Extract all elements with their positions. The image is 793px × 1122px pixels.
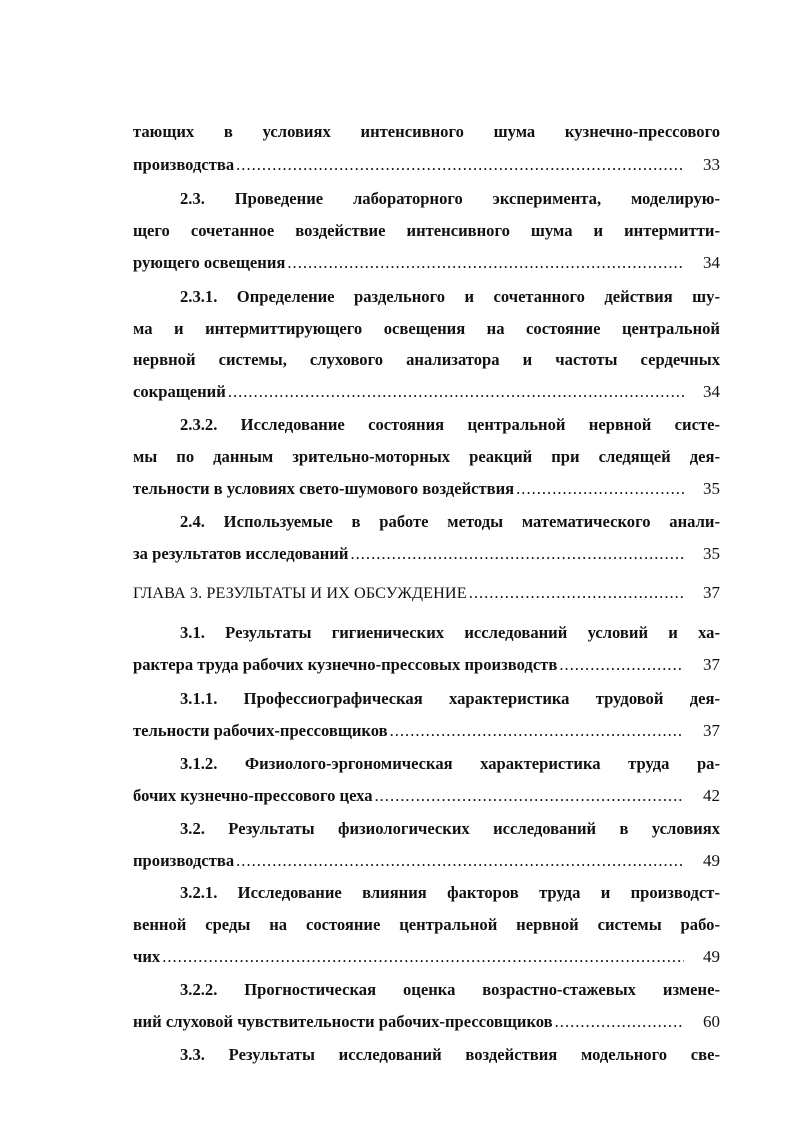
toc-entry-text: бочих кузнечно-прессового цеха [133, 786, 373, 805]
toc-entry-text: за результатов исследований [133, 544, 349, 563]
toc-entry-text: чих [133, 947, 161, 966]
dot-leader [555, 1007, 684, 1037]
toc-page-number: 37 [703, 583, 720, 602]
toc-line-text: 2.4. Используемые в работе методы математического анали- [180, 512, 720, 531]
toc-line [180, 878, 720, 908]
toc-line [180, 814, 720, 844]
toc-line [180, 410, 720, 440]
toc-page-number: 42 [703, 786, 720, 805]
toc-page-number: 49 [703, 851, 720, 870]
toc-page-number: 33 [703, 155, 720, 174]
toc-line-text: 3.2.1. Исследование влияния факторов труда и производст- [180, 883, 720, 902]
toc-line-text: 2.3.2. Исследование состояния центральной нервной систе- [180, 415, 720, 434]
dot-leader [236, 150, 684, 180]
toc-entry-text: производства [133, 155, 235, 174]
toc-entry-text: сокращений [133, 382, 226, 401]
toc-line [180, 749, 720, 779]
toc-entry-text: тельности в условиях свето-шумового воздействия [133, 479, 515, 498]
toc-line-text: венной среды на состояние центральной нервной системы рабо- [133, 915, 720, 934]
toc-line [180, 684, 720, 714]
toc-entry-text: производства [133, 851, 235, 870]
toc-line-text: 2.3. Проведение лабораторного эксперимента, моделирую- [180, 189, 720, 208]
toc-entry-text: рактера труда рабочих кузнечно-прессовых производств [133, 655, 558, 674]
dot-leader [287, 248, 684, 278]
toc-line-text: тающих в условиях интенсивного шума кузнечно-прессового [133, 122, 720, 141]
toc-line-text: щего сочетанное воздействие интенсивного шума и интермитти- [133, 221, 720, 240]
toc-page-number: 35 [703, 479, 720, 498]
toc-line-text: 3.2. Результаты физиологических исследований в условиях [180, 819, 720, 838]
toc-line-text: 3.1.1. Профессиографическая характеристика трудовой дея- [180, 689, 720, 708]
toc-entry [133, 716, 720, 746]
toc-line [180, 618, 720, 648]
toc-entry [133, 781, 720, 811]
toc-line [133, 345, 720, 375]
toc-entry [133, 150, 720, 180]
toc-chapter-entry [133, 578, 720, 608]
toc-page-number: 60 [703, 1012, 720, 1031]
dot-leader [236, 846, 684, 876]
toc-entry-text: рующего освещения [133, 253, 286, 272]
toc-page-number: 37 [703, 721, 720, 740]
toc-page-number: 49 [703, 947, 720, 966]
toc-line [180, 282, 720, 312]
toc-line [180, 1040, 720, 1070]
toc-line-text: 3.3. Результаты исследований воздействия модельного све- [180, 1045, 720, 1064]
dot-leader [516, 474, 684, 504]
toc-entry [133, 248, 720, 278]
toc-line-text: мы по данным зрительно-моторных реакций при следящей дея- [133, 447, 720, 466]
toc-entry [133, 942, 720, 972]
toc-entry [133, 377, 720, 407]
toc-line [180, 975, 720, 1005]
toc-entry [133, 539, 720, 569]
dot-leader [469, 578, 684, 608]
toc-line [180, 507, 720, 537]
toc-line-text: 3.1.2. Физиолого-эргономическая характеристика труда ра- [180, 754, 720, 773]
dot-leader [228, 377, 684, 407]
toc-line-text: 2.3.1. Определение раздельного и сочетанного действия шу- [180, 287, 720, 306]
dot-leader [350, 539, 684, 569]
toc-entry-text: ний слуховой чувствительности рабочих-прессовщиков [133, 1012, 553, 1031]
toc-line-text: 3.2.2. Прогностическая оценка возрастно-стажевых измене- [180, 980, 720, 999]
dot-leader [162, 942, 684, 972]
toc-line-text: 3.1. Результаты гигиенических исследований условий и ха- [180, 623, 720, 642]
toc-entry [133, 474, 720, 504]
toc-line [133, 117, 720, 147]
dot-leader [390, 716, 684, 746]
toc-line [180, 184, 720, 214]
toc-page-number: 37 [703, 655, 720, 674]
toc-line-text: ма и интермиттирующего освещения на состояние центральной [133, 319, 720, 338]
toc-entry [133, 650, 720, 680]
dot-leader [559, 650, 684, 680]
toc-line [133, 442, 720, 472]
toc-page-number: 34 [703, 253, 720, 272]
toc-line [133, 314, 720, 344]
toc-entry [133, 1007, 720, 1037]
toc-page-number: 35 [703, 544, 720, 563]
toc-line [133, 910, 720, 940]
toc-line-text: нервной системы, слухового анализатора и частоты сердечных [133, 350, 720, 369]
toc-chapter-title: ГЛАВА 3. РЕЗУЛЬТАТЫ И ИХ ОБСУЖДЕНИЕ [133, 584, 467, 602]
toc-line [133, 216, 720, 246]
toc-entry [133, 846, 720, 876]
toc-entry-text: тельности рабочих-прессовщиков [133, 721, 388, 740]
toc-page-number: 34 [703, 382, 720, 401]
dot-leader [375, 781, 684, 811]
